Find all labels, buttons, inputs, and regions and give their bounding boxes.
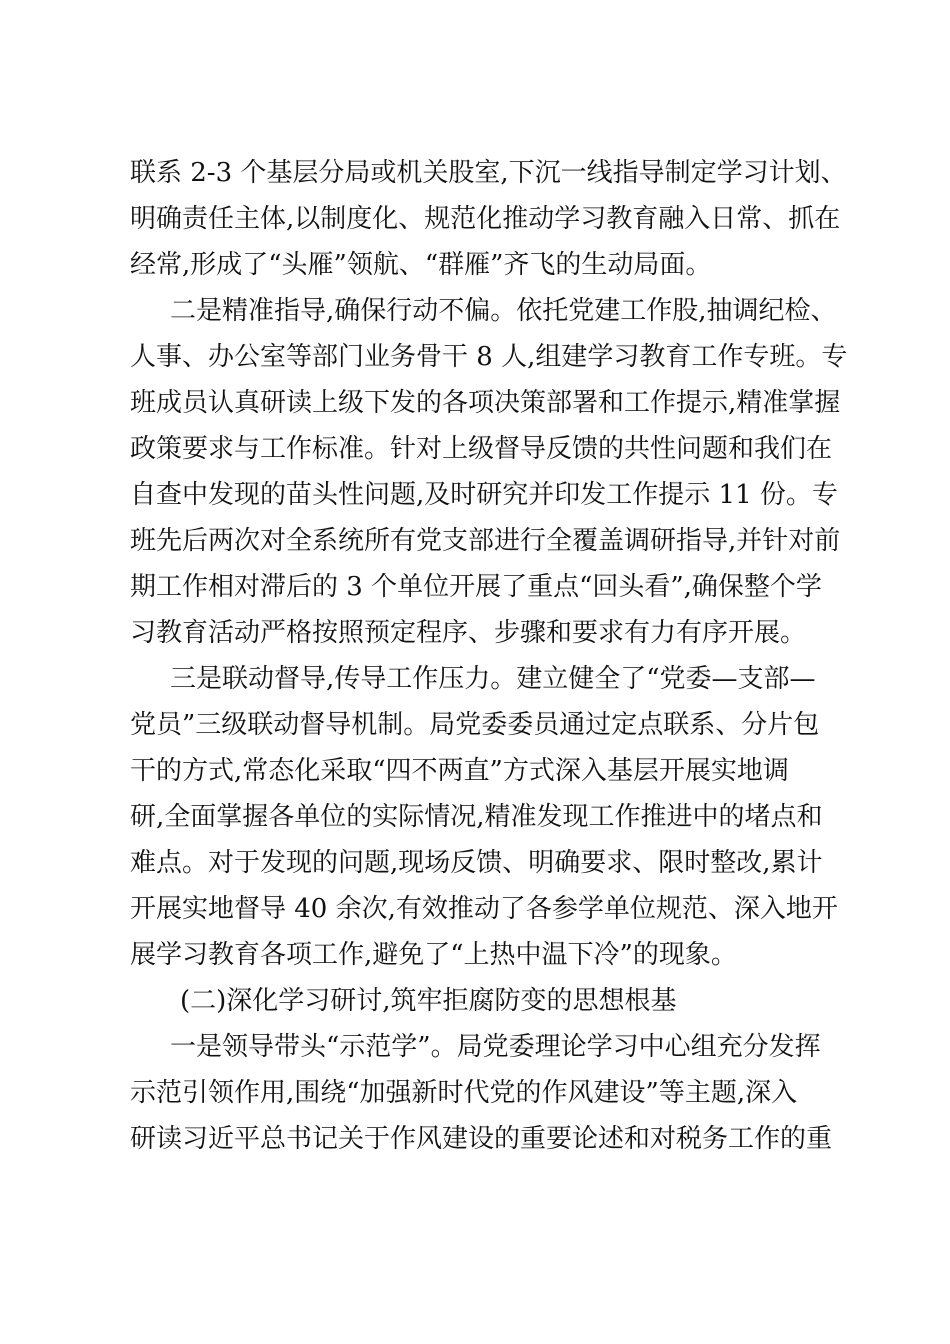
- text-line: 联系 2-3 个基层分局或机关股室,下沉一线指导制定学习计划、: [130, 158, 847, 188]
- text-line: 开展实地督导 40 余次,有效推动了各参学单位规范、深入地开: [130, 894, 838, 924]
- text-line: 人事、办公室等部门业务骨干 8 人,组建学习教育工作专班。专: [130, 342, 848, 372]
- text-line: 研,全面掌握各单位的实际情况,精准发现工作推进中的堵点和: [130, 802, 823, 832]
- text-line: 示范引领作用,围绕“加强新时代党的作风建设”等主题,深入: [130, 1078, 798, 1108]
- text-line: 二是精准指导,确保行动不偏。依托党建工作股,抽调纪检、: [170, 296, 837, 326]
- text-line: 干的方式,常态化采取“四不两直”方式深入基层开展实地调: [130, 756, 789, 786]
- text-line: 自查中发现的苗头性问题,及时研究并印发工作提示 11 份。专: [130, 480, 838, 510]
- section-heading-text: (二)深化学习研讨,筑牢拒腐防变的思想根基: [180, 986, 677, 1016]
- section-heading: [130, 978, 825, 1024]
- text-line: 政策要求与工作标准。针对上级督导反馈的共性问题和我们在: [130, 434, 833, 464]
- paragraph-leadership-study: [130, 1024, 833, 1162]
- text-line: 习教育活动严格按照预定程序、步骤和要求有力有序开展。: [130, 618, 807, 648]
- text-line: 难点。对于发现的问题,现场反馈、明确要求、限时整改,累计: [130, 848, 823, 878]
- text-line: 展学习教育各项工作,避免了“上热中温下冷”的现象。: [130, 940, 737, 970]
- paragraph-linked-supervision: [130, 656, 838, 978]
- text-line: 期工作相对滞后的 3 个单位开展了重点“回头看”,确保整个学: [130, 572, 822, 602]
- text-line: 一是领导带头“示范学”。局党委理论学习中心组充分发挥: [170, 1032, 821, 1062]
- text-line: 明确责任主体,以制度化、规范化推动学习教育融入日常、抓在: [130, 204, 841, 234]
- text-line: 研读习近平总书记关于作风建设的重要论述和对税务工作的重: [130, 1124, 833, 1154]
- document-body: [130, 150, 848, 1162]
- text-line: 党员”三级联动督导机制。局党委委员通过定点联系、分片包: [130, 710, 820, 740]
- text-line: 班先后两次对全系统所有党支部进行全覆盖调研指导,并针对前: [130, 526, 841, 556]
- text-line: 经常,形成了“头雁”领航、“群雁”齐飞的生动局面。: [130, 250, 712, 280]
- text-line: 班成员认真研读上级下发的各项决策部署和工作提示,精准掌握: [130, 388, 841, 418]
- text-line: 三是联动督导,传导工作压力。建立健全了“党委—支部—: [170, 664, 816, 694]
- paragraph-precise-guidance: [130, 288, 848, 656]
- paragraph-continuation: [130, 150, 847, 288]
